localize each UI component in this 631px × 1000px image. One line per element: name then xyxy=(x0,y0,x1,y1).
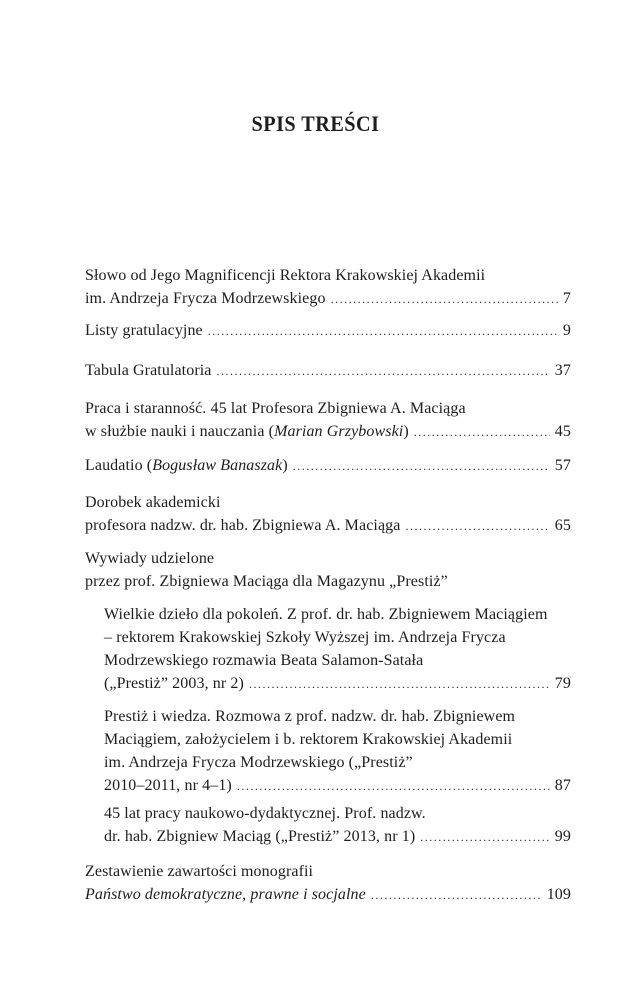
toc-entry-author: Bogusław Banaszak xyxy=(152,457,283,474)
toc-entry-text-part: ) xyxy=(282,457,288,474)
toc-entry-text: profesora nadzw. dr. hab. Zbigniewa A. Maciąga xyxy=(85,517,401,534)
leader-dots xyxy=(405,516,549,537)
toc-entry-text: Listy gratulacyjne xyxy=(85,322,203,339)
toc-entry-text: 2010–2011, nr 4–1) xyxy=(104,777,232,794)
leader-dots xyxy=(217,361,550,382)
leader-dots xyxy=(420,827,550,848)
toc-entry xyxy=(85,398,571,443)
toc-entry-line: im. Andrzeja Frycza Modrzewskiego („Prestiż” xyxy=(104,754,413,771)
leader-dots xyxy=(414,422,550,443)
toc-entry-last-line xyxy=(104,673,571,695)
toc-entry-last-line xyxy=(85,884,571,906)
toc-entry xyxy=(85,360,571,382)
toc-subentry xyxy=(104,604,571,695)
toc-entry xyxy=(85,320,571,342)
toc-entry-last-line xyxy=(85,360,571,382)
page-title: SPIS TREŚCI xyxy=(251,111,380,136)
leader-dots xyxy=(237,776,550,797)
leader-dots xyxy=(249,674,550,695)
toc-entry-line: Zestawienie zawartości monografii xyxy=(85,863,314,880)
toc-entry-author: Marian Grzybowski xyxy=(274,423,404,440)
toc-entry-text: dr. hab. Zbigniew Maciąg („Prestiż” 2013, nr 1) xyxy=(104,828,416,845)
toc-page-number: 37 xyxy=(554,362,571,379)
toc-entry xyxy=(85,492,571,537)
toc-entry-text xyxy=(85,421,409,442)
toc-entry-line: przez prof. Zbigniewa Maciąga dla Magazynu „Prestiż” xyxy=(85,573,448,590)
toc-entry-text: Państwo demokratyczne, prawne i socjalne xyxy=(85,886,366,903)
toc-entry-line: Prestiż i wiedza. Rozmowa z prof. nadzw. dr. hab. Zbigniewem xyxy=(104,708,516,725)
toc-subentry xyxy=(104,706,571,797)
leader-dots xyxy=(371,885,542,906)
toc-entry-line: Dorobek akademicki xyxy=(85,494,221,511)
toc-entry-text xyxy=(85,455,288,476)
toc-entry-last-line xyxy=(85,288,571,310)
toc-entry-line: Słowo od Jego Magnificencji Rektora Krakowskiej Akademii xyxy=(85,267,486,284)
leader-dots xyxy=(208,321,558,342)
leader-dots xyxy=(331,289,558,310)
toc-page-number: 9 xyxy=(562,322,571,339)
leader-dots xyxy=(293,456,550,477)
toc-entry xyxy=(85,861,571,906)
toc-entry-text-part: w służbie nauki i nauczania ( xyxy=(85,423,275,440)
toc-page-number: 7 xyxy=(562,290,571,307)
toc-entry-line: Wywiady udzielone xyxy=(85,550,215,567)
toc-entry-text-part: ) xyxy=(403,423,409,440)
toc-entry xyxy=(85,455,571,477)
toc-entry-text: („Prestiż” 2003, nr 2) xyxy=(104,675,244,692)
toc-entry xyxy=(85,265,571,310)
toc-page-number: 87 xyxy=(554,777,571,794)
toc-page-number: 57 xyxy=(554,457,571,474)
toc-entry-last-line xyxy=(85,455,571,477)
toc-entry-line: Praca i staranność. 45 lat Profesora Zbigniewa A. Maciąga xyxy=(85,400,466,417)
toc-entry-last-line xyxy=(104,826,571,848)
toc-entry-last-line xyxy=(85,320,571,342)
toc-section-header xyxy=(85,548,571,592)
toc-page-number: 45 xyxy=(554,423,571,440)
toc-entry-line: 45 lat pracy naukowo-dydaktycznej. Prof. nadzw. xyxy=(104,805,426,822)
toc-entry-line: Wielkie dzieło dla pokoleń. Z prof. dr. hab. Zbigniewem Maciągiem xyxy=(104,606,548,623)
toc-page-number: 65 xyxy=(554,517,571,534)
toc-entry-text: im. Andrzeja Frycza Modrzewskiego xyxy=(85,290,326,307)
toc-entry-line: – rektorem Krakowskiej Szkoły Wyższej im. Andrzeja Frycza xyxy=(104,629,506,646)
toc-subentry xyxy=(104,803,571,848)
toc-entry-text-part: Laudatio ( xyxy=(85,457,153,474)
toc-page-number: 109 xyxy=(546,886,571,903)
toc-entry-last-line xyxy=(104,775,571,797)
toc-page-number: 99 xyxy=(554,828,571,845)
toc-entry-text: Tabula Gratulatoria xyxy=(85,362,212,379)
toc-entry-line: Maciągiem, założycielem i b. rektorem Krakowskiej Akademii xyxy=(104,731,513,748)
toc-page-number: 79 xyxy=(554,675,571,692)
toc-entry-last-line xyxy=(85,421,571,443)
toc-entry-line: Modrzewskiego rozmawia Beata Salamon-Satała xyxy=(104,652,424,669)
toc-entry-last-line xyxy=(85,515,571,537)
